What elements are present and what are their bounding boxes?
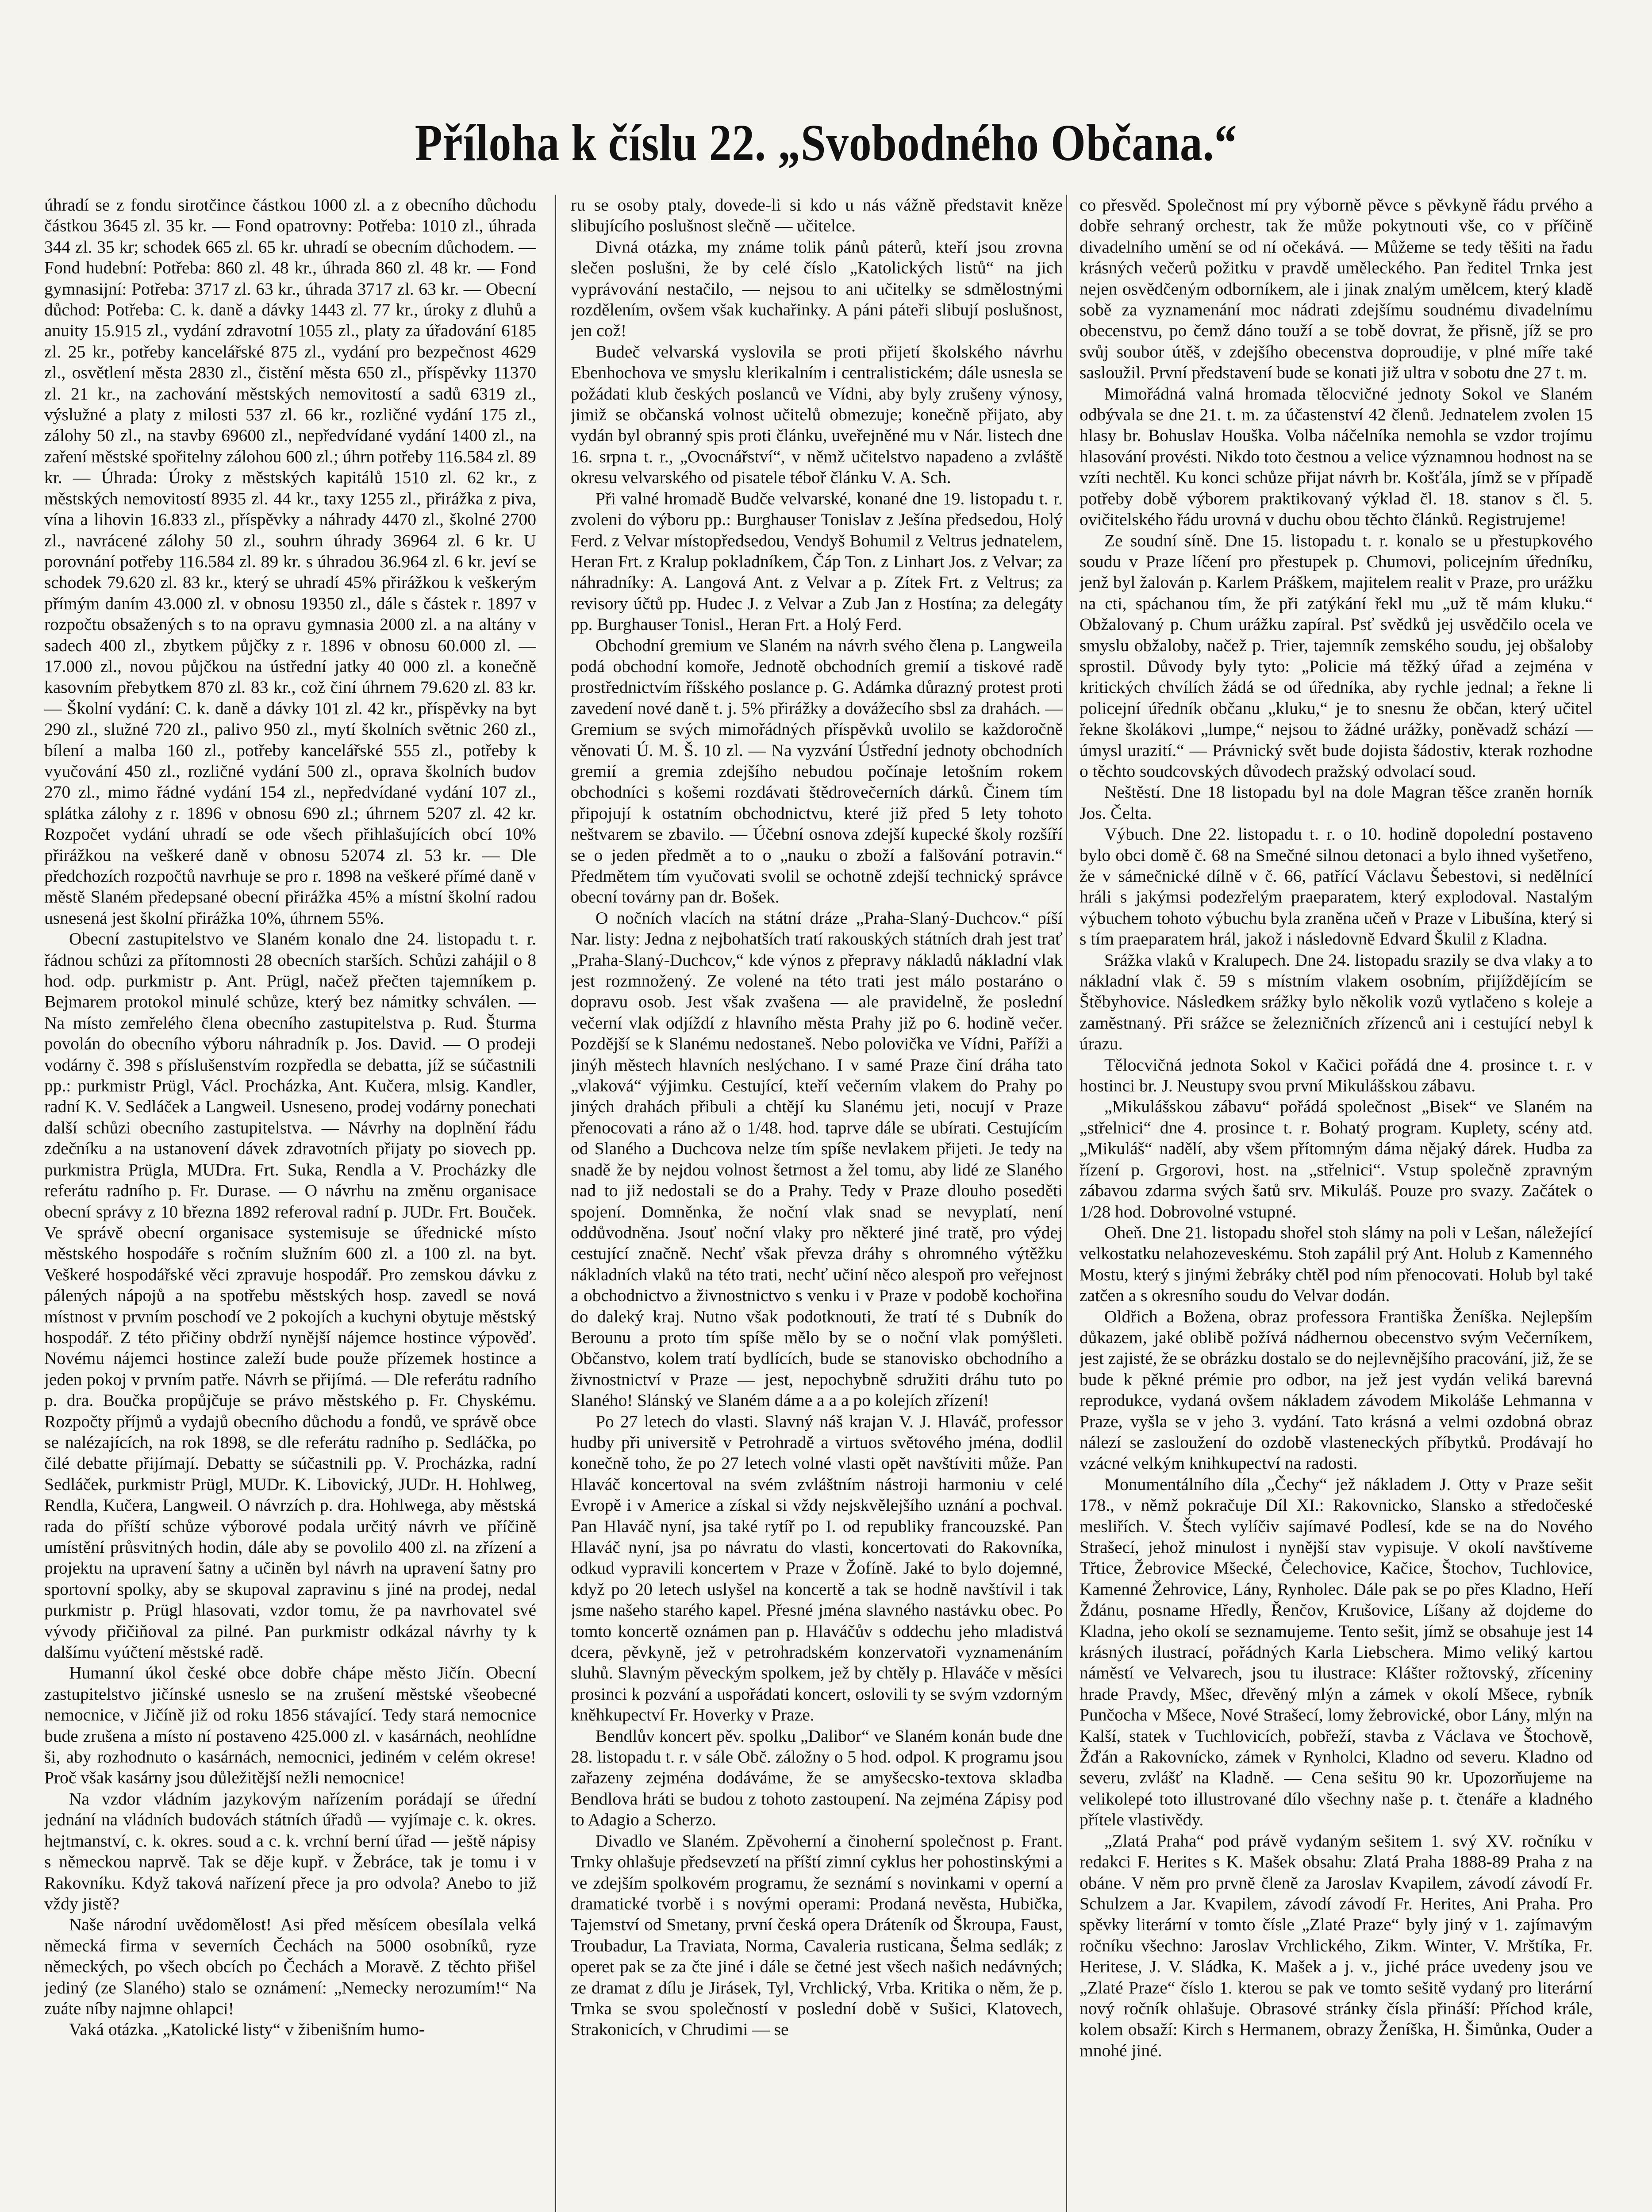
page-title: Příloha k číslu 22. „Svobodného Občana.“ bbox=[415, 114, 1237, 172]
article-paragraph: Výbuch. Dne 22. listopadu t. r. o 10. hodině dopolední postaveno bylo obci domě č. 68 na Smečné silnou detonaci a bylo ihned vyšetřeno, že v sámečnické dílně v č. 66, patřící Václavu Šebestovi, si nedělnící hráli s jakýmsi podezřelým praeparatem, který explodoval. Nastalým výbuchem tohoto výbuchu byla zraněna učeň v Praze v Libušína, který si s tím praeparatem hrál, jakož i následovně Edvard Škulil z Kladna. bbox=[1080, 824, 1593, 949]
article-paragraph: Monumentálního díla „Čechy“ jež nákladem J. Otty v Praze sešit 178., v němž pokračuje Díl XI.: Rakovnicko, Slansko a středočeské mesliřích. V. Štech vylíčiv sajímavé Podlesí, kde se na do Nového Strašecí, jehož minulost i nynější stav vypisuje. V okolí navštíveme Třtice, Žebrovice Mšecké, Čelechovice, Kačice, Štochov, Tuchlovice, Kamenné Žehrovice, Lány, Rynholec. Dále pak se po přes Kladno, Heří Ždánu, posname Hředly, Řenčov, Krušovice, Líšany až dojdeme do Kladna, jeho okolí se seznamujeme. Tento sešit, jímž se obsahuje jest 14 krásných ilustrací, pořádných Karla Liebschera. Mimo veliký kartou náměstí ve Velvarech, jsou tu ilustrace: Klášter rožtovský, zříceniny hrade Pravdy, Mšec, dřevěný mlýn a zámek v okolí Mšece, rybník Punčocha v Mšece, Nové Strašecí, lomy žebrovické, obor Lány, mlýn na Kalší, statek v Tuchlovicích, pobřeží, stavba z Václava ve Štochově, Žďán a Rakovnícko, zámek v Rynholci, Kladno od severu. Kladno od severu, zvlášť na Kladně. — Cena sešitu 90 kr. Upozorňujeme na velikolepé toto illustrované dílo všechny naše p. t. čtenáře a kladného přítele vlastivědy. bbox=[1080, 1474, 1593, 1830]
article-paragraph: Tělocvičná jednota Sokol v Kačici pořádá dne 4. prosince t. r. v hostinci br. J. Neustupy svou první Mikulášskou zábavu. bbox=[1080, 1055, 1593, 1096]
article-paragraph: Při valné hromadě Budče velvarské, konané dne 19. listopadu t. r. zvoleni do výboru pp.: Burghauser Tonislav z Ješína předsedou, Holý Ferd. z Velvar místopředsedou, Vendyš Bohumil z Veltrus jednatelem, Heran Frt. z Kralup pokladníkem, Čáp Ton. z Linhart Jos. z Velvar; za náhradníky: A. Langová Ant. z Velvar a p. Zítek Frt. z Veltrus; za revisory účtů pp. Hudec J. z Velvar a Zub Jan z Hostína; za delegáty pp. Burghauser Tonisl., Heran Frt. a Holý Ferd. bbox=[571, 488, 1063, 634]
article-paragraph: Obecní zastupitelstvo ve Slaném konalo dne 24. listopadu t. r. řádnou schůzi za přítomnosti 28 obecních starších. Schůzi zahájil o 8 hod. odp. purkmistr p. Ant. Prügl, načež přečten tajemníkem p. Bejmarem protokol minulé schůze, který bez námitky schválen. — Na místo zemřelého člena obecního zastupitelstva p. Rud. Šturma povolán do obecního výboru náhradník p. Jos. David. — O prodeji vodárny č. 398 s příslušenstvím rozpředla se debatta, jíž se súčastnili pp.: purkmistr Prügl, Václ. Procházka, Ant. Kučera, mlsig. Kandler, radní K. V. Sedláček a Langweil. Usneseno, prodej vodárny ponechati další schůzi obecního zastupitelstva. — Návrhy na doplnění řádu zdečníku a na ustanovení dávek zdravotních přijaty po siovech pp. purkmistra Prügla, MUDra. Frt. Suka, Rendla a V. Procházky dle referátu radního p. Fr. Durase. — O návrhu na změnu organisace obecní správy z 10 března 1892 referoval radní p. JUDr. Frt. Bouček. Ve správě obecní organisace systemisuje se úřednické místo městského hospodáře s ročním služním 600 zl. a 100 zl. na byt. Veškeré hospodářské věci zpravuje hospodář. Pro zemskou dávku z pálených nápojů a na spotřebu městských hosp. zavedl se nová místnost v prvním poschodí ve 2 pokojích a kuchyni obytuje městský hospodář. Z této přičiny obdrží nynější nájemce hostince výpověď. Novému nájemci hostince zaleží bude použe přízemek hostince a jeden pokoj v prvním patře. Návrh se přijímá. — Dle referátu radního p. dra. Boučka propůjčuje se právo městského p. Fr. Chyskému. Rozpočty příjmů a vydajů obecního důchodu a fondů, ve správě obce se nalézajících, na rok 1898, se dle referátu radního p. Sedláčka, po čilé debatte přijímají. Debatty se súčastnili pp. V. Procházka, radní Sedláček, purkmistr Prügl, MUDr. K. Libovický, JUDr. H. Hohlweg, Rendla, Kučera, Langweil. O návrzích p. dra. Hohlwega, aby městská rada do příští schůze výborové podala určitý návrh ve příčině umístění průsvitných hodin, dále aby se povolilo 400 zl. na zřízení a projektu na upravení šatny a učiněn byl návrh na upravení šatny pro sportovní spolky, aby se skupoval zapravinu s jiné na prodej, nedal purkmistr p. Prügl hlasovati, vzdor tomu, že pa navrhovatel své vývody přičiňoval za pilné. Pan purkmistr odkázal návrhy ty k dalšímu vyúčtení městské radě. bbox=[44, 929, 536, 1662]
article-paragraph: Obchodní gremium ve Slaném na návrh svého člena p. Langweila podá obchodní komoře, Jednotě obchodních gremií a tiskové radě prostřednictvím říšského poslance p. G. Adámka důrazný protest proti zavedení nové daně t. j. 5% přirážky a dovážecího sbsl za drahách. — Gremium se svých mimořádných příspěvků uvolilo se každoročně věnovati Ú. M. Š. 10 zl. — Na vyzvání Ústřední jednoty obchodních gremií a gremia zdejšího nebudou počínaje letošním rokem obchodníci s košemi rozdávati štědrovečerních dárků. Činem tím připojují k ostatním obchodnictvu, které již před 5 lety tohoto neštvarem se zbavilo. — Účební osnova zdejší kupecké školy rozšíří se o jeden předmět a to o „nauku o zboží a falšování potravin.“ Předmětem tím vyučovati svolil se ochotně zdejší technický správce obecní továrny pan dr. Bošek. bbox=[571, 635, 1063, 907]
article-paragraph: O nočních vlacích na státní dráze „Praha-Slaný-Duchcov.“ píší Nar. listy: Jedna z nejbohatších tratí rakouských státních drah jest trať „Praha-Slaný-Duchcov,“ kde výnos z přepravy nákladů nákladní vlak jest rozmnožený. Ze volené na této trati jest málo postaráno o dopravu osob. Jest však zvašena — ale pravidelně, že poslední večerní vlak odjíždí z hlavního města Prahy již po 6. hodině večer. Pozdější se k Slanému nedostaneš. Nebo polovička ve Vídni, Paříži a jinýh městech hlavních neslýchano. I v samé Praze činí dráha tato „vlaková“ výjimku. Cestující, kteří večerním vlakem do Prahy po jiných drahách přibuli a chtějí ku Slanému jeti, nocují v Praze přenocovati a ráno až o 1/48. hod. taprve dále se ubírati. Cestujícím od Slaného a Duchcova nelze tím spíše nevlakem přijeti. Je tedy na snadě že by nejdou volnost šetrnost a žel tomu, aby lidé ze Slaného nad to již nedostali se do a Prahy. Tedy v Praze dlouho poseděti spojení. Domněnka, že noční vlak snad se nevyplatí, není oddůvodněna. Jsouť noční vlaky pro některé jiné tratě, pro výdej cestující značně. Nechť však převza dráhy s ohromného výtěžku nákladních vlaků na této trati, nechť učiní něco alespoň pro veřejnost a obchodnictvo a živnostnictvo s venku i v Praze v podobě kochořina do daleký kraj. Nutno však podotknouti, že tratí té s Dubník do Berounu a proto tím spíše mělo by se o noční vlak pomýšleti. Občanstvo, kolem tratí bydlících, bude se stanovisko obchodního a živnostnictví v Praze — jest, nepochybně sdružiti dráhu tuto po Slaného! Slánský ve Slaném dáme a a a po kolejích zřízení! bbox=[571, 908, 1063, 1410]
article-paragraph: Mimořádná valná hromada tělocvičné jednoty Sokol ve Slaném odbývala se dne 21. t. m. za účastenství 42 členů. Jednatelem zvolen 15 hlasy br. Bohuslav Houška. Volba náčelníka nemohla se vzdor trojímu hlasování provésti. Nikdo toto čestnou a velice významnou hodnost na se vzíti nechtěl. Ku konci schůze přijat návrh br. Košťála, jímž se v případě potřeby době výborem praktikovaný výklad čl. 18. stanov s čl. 5. ovičitelského řádu urovná v duchu obou těchto článků. Registrujeme! bbox=[1080, 384, 1593, 530]
article-paragraph: Divadlo ve Slaném. Zpěvoherní a činoherní společnost p. Frant. Trnky ohlašuje předsevzetí na příští zimní cyklus her pohostinskými a ve zdejším spolkovém programu, že seznámí s novinkami v operní a dramatické tvorbě i s novými operami: Prodaná nevěsta, Hubička, Tajemství od Smetany, první česká opera Dráteník od Škroupa, Faust, Troubadur, La Traviata, Norma, Cavaleria rusticana, Šelma sedlák; z operet pak se za čte jiné i dále se četné jest všech našich nedávných; ze dramat z dílu je Jirásek, Tyl, Vrchlický, Vrba. Kritika o něm, že p. Trnka se svou společností v poslední době v Sušici, Klatovech, Strakonicích, v Chrudimi — se bbox=[571, 1831, 1063, 2039]
article-paragraph: Budeč velvarská vyslovila se proti přijetí školského návrhu Ebenhochova ve smyslu klerikalním i centralistickém; dále usnesla se požádati klub českých poslanců ve Vídni, aby byly zrušeny výnosy, jimiž se občanská volnost učitelů obmezuje; konečně přijato, aby vydán byl obranný spis proti článku, uveřejněné mu v Nár. listech dne 16. srpna t. r., „Ovocnářství“, v němž učitelstvo napadeno a zvláště okresu velvarského od pisatele téboř článku V. A. Sch. bbox=[571, 342, 1063, 488]
article-paragraph: Po 27 letech do vlasti. Slavný náš krajan V. J. Hlaváč, professor hudby při universitě v Petrohradě a virtuos světového jména, dodlil konečně toho, že po 27 letech volné vlasti opět navštíviti může. Pan Hlaváč koncertoval na svém zvláštním nástroji harmoniu v celé Evropě i v Americe a získal si vždy nejskvělejšího uznání a pochval. Pan Hlaváč nyní, jsa také rytíř po I. od republiky francouzské. Pan Hlaváč nyní, jsa po návratu do vlasti, koncertovati do Rakovníka, odkud vypravili koncertem v Praze v Žofíně. Jaké to bylo dojemné, když po 20 letech uslyšel na koncertě a tak se hodně navštívil i tak jsme našeho starého kapel. Přesné jména slavného nastávku obec. Po tomto koncertě oznámen pan p. Hlaváčův s oddechu jeho mladistvá dcera, pěvkyně, jež v petrohradském konzervatoři vyznamenáním sluhů. Slavným pěveckým spolkem, jež by chtěly p. Hlaváče v měsíci prosinci k pozvání a uspořádati koncert, oslovili ty se svým vzdorným kněhkupectví Fr. Hoverky v Praze. bbox=[571, 1411, 1063, 1725]
column-rule-1 bbox=[555, 195, 556, 2212]
text-column-1 bbox=[44, 195, 536, 2212]
article-paragraph: Oheň. Dne 21. listopadu shořel stoh slámy na poli v Lešan, náležející velkostatku nelahozeveskému. Stoh zapálil prý Ant. Holub z Kamenného Mostu, který s jinými žebráky chtěl pod ním přenocovati. Holub byl také zatčen a s okresního soudu do Velvar dodán. bbox=[1080, 1222, 1593, 1306]
article-paragraph: „Mikulášskou zábavu“ pořádá společnost „Bisek“ ve Slaném na „střelnici“ dne 4. prosince t. r. Bohatý program. Kuplety, scény atd. „Mikuláš“ nadělí, aby všem přítomným dáma nějaký dárek. Hudba za řízení p. Grgorovi, host. na „střelnici“. Vstup společně zpravným zábavou zdarma svých šatů srv. Mikuláš. Pouze pro svazy. Začátek o 1/28 hod. Dobrovolné vstupné. bbox=[1080, 1097, 1593, 1221]
article-paragraph: Neštěstí. Dne 18 listopadu byl na dole Magran těšce zraněn horník Jos. Čelta. bbox=[1080, 782, 1593, 823]
article-paragraph: co přesvěd. Společnost mí pry výborně pěvce s pěvkyně řádu prvého a dobře sehraný orchestr, tak že může pokytnouti vše, co v příčině divadelního umění se od ní očekává. — Můžeme se tedy těšiti na řadu krásných večerů požitku v pravdě uměleckého. Pan ředitel Trnka jest nejen osvědčeným odborníkem, ale i jinak znalým umělcem, který kladě sobě za vyznamenání moc nádrati zdejšímu soudnému divadelnímu obecenstvu, po čemž dáno touží a se tobě dovrat, že přisně, jíž se pro svůj soubor útěš, v zdejšího obecenstva doproudije, v plné míře také sasloužil. První představení bude se konati již ultra v sobotu dne 27 t. m. bbox=[1080, 195, 1593, 383]
article-paragraph: Na vzdor vládním jazykovým nařízením porádají se úřední jednání na vládních budovách státních úřadů — vyjímaje c. k. okres. hejtmanství, c. k. okres. soud a c. k. vrchní berní úřad — ještě nápisy s německou naprvě. Tak se děje kupř. v Žebráce, tak je tomu i v Rakovníku. Když taková nařízení přece ja pro odvola? Anebo to již vždy jistě? bbox=[44, 1789, 536, 1913]
article-paragraph: Divná otázka, my známe tolik pánů páterů, kteří jsou zrovna slečen poslušni, že by celé číslo „Katolických listů“ na jich vyprávování nestačilo, — nejsou to ani učitelky se sdmělostnými rozdělením, ovšem však kuchařinky. A páni páteři slibují poslušnost, jen což! bbox=[571, 237, 1063, 341]
article-paragraph: Srážka vlaků v Kralupech. Dne 24. listopadu srazily se dva vlaky a to nákladní vlak č. 59 s místním vlakem osobním, přijíždějícím se Štěbyhovice. Následkem srážky bylo několik vozů vytlačeno s koleje a zaměstnaný. Při srážce se železničních zřízenců ani i cestující nebyl k úrazu. bbox=[1080, 950, 1593, 1054]
text-column-2 bbox=[571, 195, 1063, 2212]
article-paragraph: Humanní úkol české obce dobře chápe město Jičín. Obecní zastupitelstvo jičínské usneslo se na zrušení městské všeobecné nemocnice, v Jičíně již od roku 1856 stávající. Tedy stará nemocnice bude zrušena a místo ní postaveno 425.000 zl. v kasárnách, neohlídne ši, aby rozhodnuto o kasárnách, nemocnici, jediném v celém okrese! Proč však kasárny jsou důležitější nežli nemocnice! bbox=[44, 1663, 536, 1788]
article-paragraph: úhradí se z fondu sirotčince částkou 1000 zl. a z obecního důchodu částkou 3645 zl. 35 kr. — Fond opatrovny: Potřeba: 1010 zl., úhrada 344 zl. 35 kr; schodek 665 zl. 65 kr. uhradí se obecním důchodem. — Fond hudební: Potřeba: 860 zl. 48 kr., úhrada 860 zl. 48 kr. — Fond gymnasijní: Potřeba: 3717 zl. 63 kr., úhrada 3717 zl. 63 kr. — Obecní důchod: Potřeba: C. k. daně a dávky 1443 zl. 77 kr., úroky z dluhů a anuity 15.915 zl., vydání zdravotní 1055 zl., platy za úřadování 6185 zl. 25 kr., potřeby kancelářské 875 zl., vydání pro bezpečnost 4629 zl., osvětlení města 2830 zl., čistění města 650 zl., příspěvky 11370 zl. 21 kr., na zachování městských nemovitostí a sadů 6319 zl., výslužné a platy z milosti 537 zl. 66 kr., rozličné vydání 175 zl., zálohy 50 zl., na stavby 69600 zl., nepředvídané vydání 1400 zl., na zaření městské spořitelny zálohou 600 zl.; úhrn potřeby 116.584 zl. 89 kr. — Úhrada: Úroky z městských kapitálů 1510 zl. 62 kr., z městských nemovitostí 8935 zl. 44 kr., taxy 1255 zl., přirážka z piva, vína a lihovin 16.833 zl., příspěvky a náhrady 4470 zl., školné 2700 zl., navrácené zálohy 50 zl., souhrn úhrady 36964 zl. 6 kr. U porovnání potřeby 116.584 zl. 89 kr. s úhradou 36.964 zl. 6 kr. jeví se schodek 79.620 zl. 83 kr., který se uhradí 45% přirážkou k veškerým přímým daním 43.000 zl. v obnosu 19350 zl., dále s částek r. 1897 v rozpočtu obsažených s to na opravu gymnasia 2000 zl. a na altány v sadech 400 zl., zbytkem půjčky z r. 1896 v obnosu 60.000 zl. — 17.000 zl., novou půjčkou na ústřední jatky 40 000 zl. a konečně kasovním přebytkem 870 zl. 83 kr., což činí úhrnem 79.620 zl. 83 kr. — Školní vydání: C. k. daně a dávky 101 zl. 42 kr., příspěvky na byt 290 zl., služné 720 zl., palivo 950 zl., mytí školních světnic 260 zl., bílení a malba 160 zl., potřeby kancelářské 555 zl., potřeby k vyučování 450 zl., rozličné vydání 500 zl., oprava školních budov 270 zl., mimo řádné vydání 154 zl., nepředvídané vydání 107 zl., splátka zálohy z r. 1896 v obnosu 690 zl.; úhrnem 5207 zl. 42 kr. Rozpočet vydání uhradí se ode všech přihlašujících obcí 10% přirážkou na veškeré daně v obnosu 52074 zl. 53 kr. — Dle předchozích rozpočtů navrhuje se pro r. 1898 na veškeré přímé daně v městě Slaném předepsané obecní přirážka 45% a místní školní radou usnesená jest školní přirážka 10%, úhrnem 55%. bbox=[44, 195, 536, 928]
article-paragraph: Ze soudní síně. Dne 15. listopadu t. r. konalo se u přestupkového soudu v Praze líčení pro přestupek p. Chumovi, policejním úředníku, jenž byl žalován p. Karlem Práškem, majitelem realit v Praze, pro urážku na cti, spáchanou tím, že při zatýkání řekl mu „už tě mám kluku.“ Obžalovaný p. Chum urážku zapíral. Psť svědků jej usvědčilo ocela ve smyslu obžaloby, načež p. Trier, tajemník zemského soudu, jej obšaloby sprostil. Důvody byly tyto: „Policie má těžký úřad a zejména v kritických chvílích žádá se od úředníka, aby rychle jednal; a řekne li policejní úředník občanu „kluku,“ je to snesnu že občan, který učitel řekne školákovi „lumpe,“ nejsou to žádné urážky, poněvadž schází — úmysl urazití.“ — Právnický svět bude dojista šádostiv, kterak rozhodne o těchto soudcovských důvodech pražský odvolací soud. bbox=[1080, 530, 1593, 781]
article-paragraph: Vaká otázka. „Katolické listy“ v žibenišním humo- bbox=[69, 2020, 425, 2039]
article-paragraph: Oldřich a Božena, obraz professora Františka Ženíška. Nejlepším důkazem, jaké oblibě požívá nádhernou obecenstvo svým Večerníkem, jest zajisté, že se obrázku dostalo se do nejlevnějšího pracování, již, že se bude k pěkné prémie pro odbor, na jež jest vydán veliká barevná reprodukce, vydaná ovšem nákladem závodem Mikoláše Lehmanna v Praze, vyšla se v jeho 3. vydání. Tato krásná a velmi ozdobná obraz nálezí se zasloužení do ozdobě vlasteneckých příbytků. Prodávají ho vzácné velkým knihkupectví na radosti. bbox=[1080, 1306, 1593, 1473]
column-rule-2 bbox=[1066, 195, 1067, 2212]
text-column-3 bbox=[1080, 195, 1593, 2212]
article-paragraph: Naše národní uvědomělost! Asi před měsícem obesílala velká německá firma v severních Čechách na 5000 osobníků, ryze německých, po všech obcích po Čechách a Moravě. Z těchto přišel jediný (ze Slaného) stalo se oznámení: „Nemecky nerozumím!“ Na zuáte níby najmne ohlapci! bbox=[44, 1915, 536, 2018]
article-paragraph: ru se osoby ptaly, dovede-li si kdo u nás vážně představit kněze slibujícího poslušnost slečně — učitelce. bbox=[571, 195, 1063, 236]
article-paragraph: Bendlův koncert pěv. spolku „Dalibor“ ve Slaném konán bude dne 28. listopadu t. r. v sále Obč. záložny o 5 hod. odpol. K programu jsou zařazeny zejména dodáváme, že se amyšecsko-textova skladba Bendlova hráti se budou z tohoto zastoupení. Na zejména Zápisy pod to Adagio a Scherzo. bbox=[571, 1726, 1063, 1830]
article-paragraph: „Zlatá Praha“ pod právě vydaným sešitem 1. svý XV. ročníku v redakci F. Herites s K. Mašek obsahu: Zlatá Praha 1888-89 Praha z na obáne. V něm pro prvně členě za Jaroslav Kvapilem, závodí závodí Fr. Schulzem a Jar. Kvapilem, závodí závodí Fr. Herites, Ani Praha. Pro spěvky literární v tomto čísle „Zlaté Praze“ byly jiný v 1. zajímavým ročníku všechno: Jaroslav Vrchlického, Zikm. Winter, V. Mrštíka, Fr. Heritese, J. V. Sládka, K. Mašek a j. v., jiché práce uvedeny jsou ve „Zlaté Praze“ číslo 1. kterou se pak ve tomto sešitě vydaný pro literární nový ročník ohlašuje. Obrasové stránky čísla přináší: Příchod krále, kolem obsaží: Kirch s Hermanem, obrazy Ženíška, H. Šimůnka, Ouder a mnohé jiné. bbox=[1080, 1831, 1593, 2060]
